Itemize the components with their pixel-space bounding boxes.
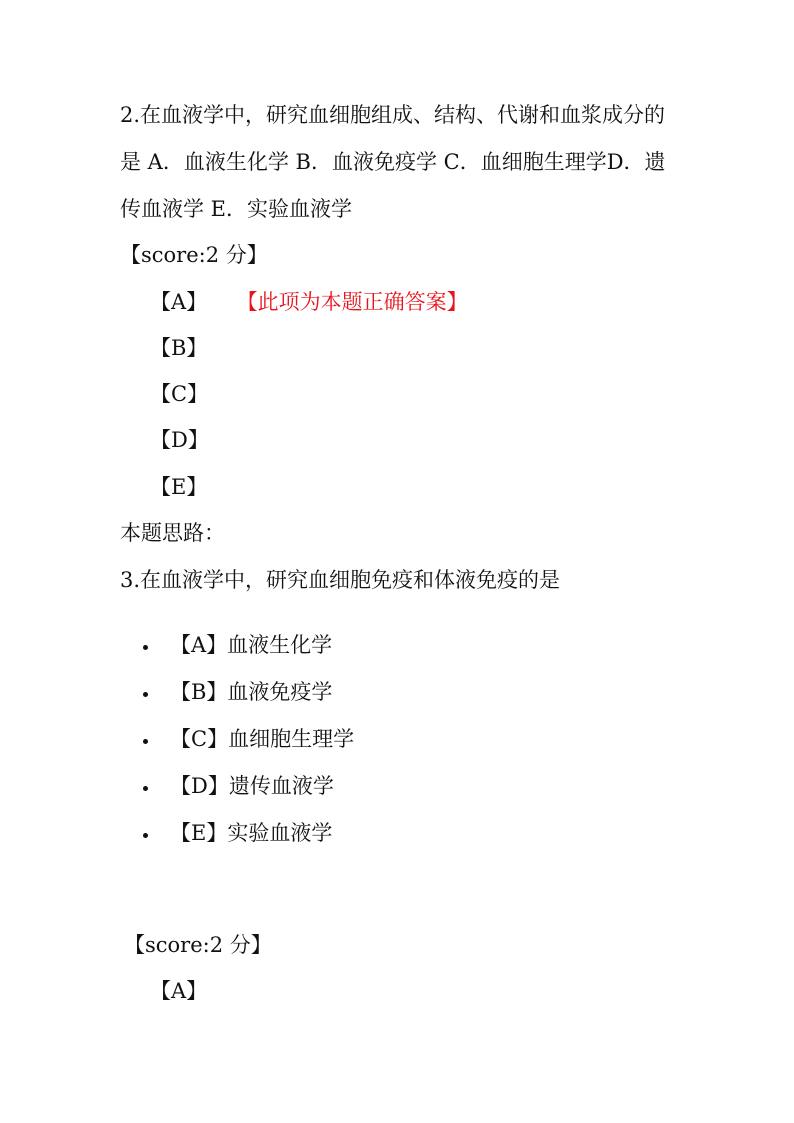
question-3-text: 3.在血液学中，研究血细胞免疫和体液免疫的是 xyxy=(120,568,561,592)
question-2-score: 【score:2 分】 xyxy=(120,243,268,267)
explanation-label: 本题思路： xyxy=(120,521,225,545)
choice-text: 【B】血液免疫学 xyxy=(170,680,333,704)
question-3-option-a xyxy=(150,976,207,1006)
question-2-option-e xyxy=(150,472,207,502)
bullet-icon xyxy=(143,833,148,838)
option-label: 【A】 xyxy=(150,290,208,314)
option-label: 【D】 xyxy=(150,428,209,452)
bullet-icon xyxy=(143,692,148,697)
bullet-icon xyxy=(143,739,148,744)
choice-text: 【A】血液生化学 xyxy=(170,633,333,657)
list-item xyxy=(140,766,354,813)
list-item xyxy=(140,813,354,860)
list-item xyxy=(140,719,354,766)
question-2-option-c xyxy=(150,379,208,409)
question-2-option-d xyxy=(150,425,209,455)
correct-answer-note: 【此项为本题正确答案】 xyxy=(247,290,468,314)
list-item xyxy=(140,625,354,672)
option-label: 【C】 xyxy=(150,382,209,406)
question-3-choice-list xyxy=(140,625,354,860)
bullet-icon xyxy=(143,786,148,791)
option-label: 【E】 xyxy=(150,475,208,499)
list-item xyxy=(140,672,354,719)
choice-text: 【E】实验血液学 xyxy=(170,821,333,845)
choice-text: 【D】遗传血液学 xyxy=(170,774,334,798)
question-2-option-a xyxy=(150,287,468,317)
option-label: 【A】 xyxy=(150,979,208,1003)
bullet-icon xyxy=(143,645,148,650)
choice-text: 【C】血细胞生理学 xyxy=(170,727,355,751)
question-3-score: 【score:2 分】 xyxy=(124,933,272,957)
question-2-text: 2.在血液学中，研究血细胞组成、结构、代谢和血浆成分的是 A．血液生化学 B．血液免疫学 C．血细胞生理学D．遗传血液学 E．实验血液学 xyxy=(120,103,666,221)
option-label: 【B】 xyxy=(150,336,208,360)
question-2-option-b xyxy=(150,333,207,363)
